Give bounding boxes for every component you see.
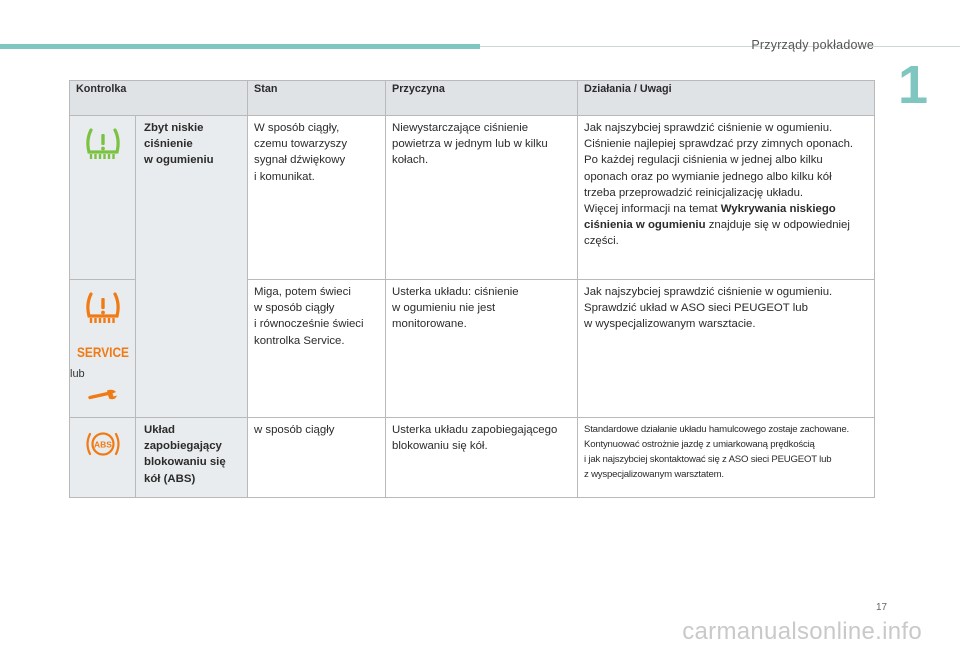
dzialania-cell: Jak najszybciej sprawdzić ciśnienie w ogumieniu. Ciśnienie najlepiej sprawdzać przy zimnych oponach. Po każdej regulacji ciśnienia w jednej albo kilku oponach oraz po wymianie jednego albo kilku kół trzeba przeprowadzić reinicjalizację układu. Więcej informacji na temat Wykrywania niskiego ciśnienia w ogumieniu znajduje się w odpowiedniej części. <box>578 116 875 280</box>
tire-pressure-icon <box>83 126 123 166</box>
icon-cell <box>70 418 136 498</box>
przyczyna-cell: Usterka układu zapobiegającego blokowaniu się kół. <box>386 418 578 498</box>
header-dzialania: Działania / Uwagi <box>578 81 875 116</box>
indicator-name: Zbyt niskie ciśnienie w ogumieniu <box>136 116 248 418</box>
header-przyczyna: Przyczyna <box>386 81 578 116</box>
indicator-name: Układ zapobiegający blokowaniu się kół (ABS) <box>136 418 248 498</box>
icon-cell <box>70 280 136 418</box>
watermark: carmanualsonline.info <box>682 618 922 645</box>
tire-pressure-icon <box>83 290 123 330</box>
table-row <box>70 418 875 498</box>
or-label: lub <box>70 368 85 380</box>
link-reference: Wykrywania niskiego <box>720 203 836 216</box>
table-row <box>70 116 875 280</box>
stan-cell: w sposób ciągły <box>248 418 386 498</box>
wrench-icon <box>88 388 118 402</box>
przyczyna-cell: Niewystarczające ciśnienie powietrza w jednym lub w kilku kołach. <box>386 116 578 280</box>
chapter-number: 1 <box>898 55 929 115</box>
stan-cell: Miga, potem świeci w sposób ciągły i równocześnie świeci kontrolka Service. <box>248 280 386 418</box>
header-accent-bar <box>0 44 480 49</box>
table-header-row <box>70 81 875 116</box>
service-icon <box>75 344 131 360</box>
przyczyna-cell: Usterka układu: ciśnienie w ogumieniu nie jest monitorowane. <box>386 280 578 418</box>
indicator-table <box>69 80 875 498</box>
dzialania-cell: Jak najszybciej sprawdzić ciśnienie w ogumieniu. Sprawdzić układ w ASO sieci PEUGEOT lub w wyspecjalizowanym warsztacie. <box>578 280 875 418</box>
svg-text:ABS: ABS <box>93 439 112 450</box>
header-divider <box>480 46 960 47</box>
svg-text:SERVICE: SERVICE <box>76 344 129 360</box>
icon-cell <box>70 116 136 280</box>
dzialania-cell: Standardowe działanie układu hamulcowego zostaje zachowane. Kontynuować ostrożnie jazdę z umiarkowaną prędkością i jak najszybciej skontaktować się z ASO sieci PEUGEOT lub z wyspecjalizowanym warsztatem. <box>578 418 875 498</box>
section-title: Przyrządy pokładowe <box>751 38 874 52</box>
stan-cell: W sposób ciągły, czemu towarzyszy sygnał dźwiękowy i komunikat. <box>248 116 386 280</box>
header-stan: Stan <box>248 81 386 116</box>
header-kontrolka: Kontrolka <box>70 81 248 116</box>
page-number: 17 <box>876 602 888 613</box>
abs-icon <box>83 428 123 460</box>
